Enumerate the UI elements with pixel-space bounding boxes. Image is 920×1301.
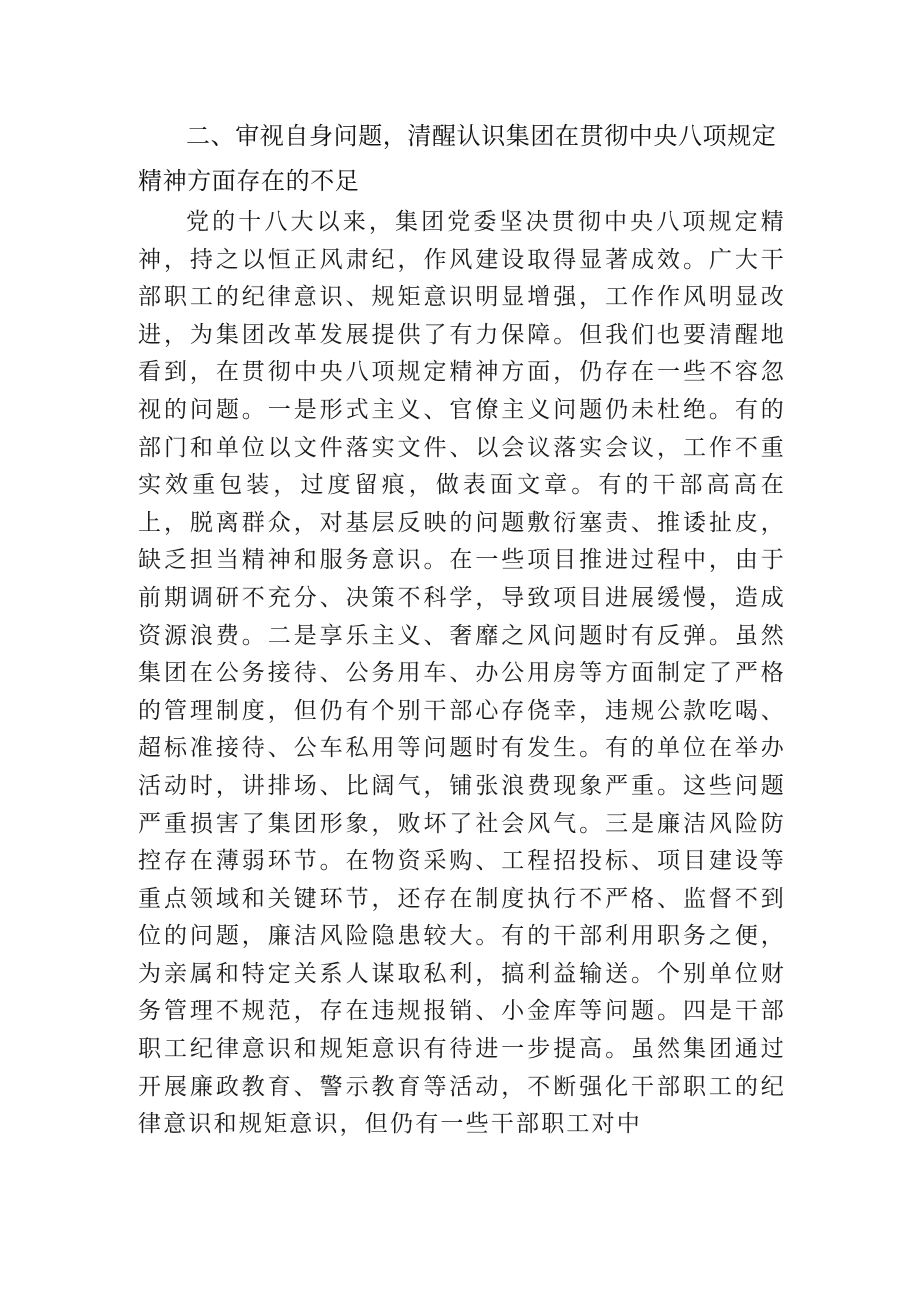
page-content <box>138 114 786 1144</box>
section-heading: 二、审视自身问题，清醒认识集团在贯彻中央八项规定精神方面存在的不足 <box>138 122 777 195</box>
body-paragraph: 党的十八大以来，集团党委坚决贯彻中央八项规定精神，持之以恒正风肃纪，作风建设取得显著成效。广大干部职工的纪律意识、规矩意识明显增强，工作作风明显改进，为集团改革发展提供了有力保障。但我们也要清醒地看到，在贯彻中央八项规定精神方面，仍存在一些不容忽视的问题。一是形式主义、官僚主义问题仍未杜绝。有的部门和单位以文件落实文件、以会议落实会议，工作不重实效重包装，过度留痕，做表面文章。有的干部高高在上，脱离群众，对基层反映的问题敷衍塞责、推诿扯皮，缺乏担当精神和服务意识。在一些项目推进过程中，由于前期调研不充分、决策不科学，导致项目进展缓慢，造成资源浪费。二是享乐主义、奢靡之风问题时有反弹。虽然集团在公务接待、公务用车、办公用房等方面制定了严格的管理制度，但仍有个别干部心存侥幸，违规公款吃喝、超标准接待、公车私用等问题时有发生。有的单位在举办活动时，讲排场、比阔气，铺张浪费现象严重。这些问题严重损害了集团形象，败坏了社会风气。三是廉洁风险防控存在薄弱环节。在物资采购、工程招投标、项目建设等重点领域和关键环节，还存在制度执行不严格、监督不到位的问题，廉洁风险隐患较大。有的干部利用职务之便，为亲属和特定关系人谋取私利，搞利益输送。个别单位财务管理不规范，存在违规报销、小金库等问题。四是干部职工纪律意识和规矩意识有待进一步提高。虽然集团通过开展廉政教育、警示教育等活动，不断强化干部职工的纪律意识和规矩意识，但仍有一些干部职工对中 <box>138 209 786 1138</box>
